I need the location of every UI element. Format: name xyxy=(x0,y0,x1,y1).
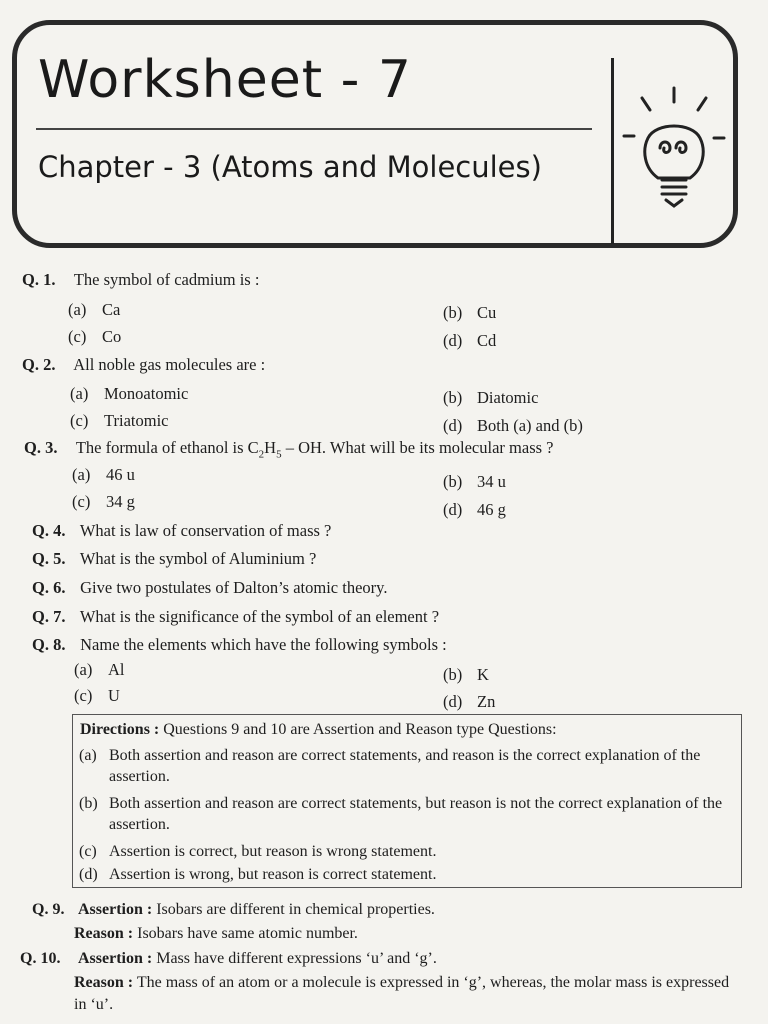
lightbulb-icon xyxy=(622,86,726,216)
question-6 xyxy=(32,578,387,598)
question-5 xyxy=(32,549,316,569)
q2-option-b: (b) Diatomic xyxy=(443,388,539,407)
header-vertical-divider xyxy=(611,58,614,244)
q1-option-b: (b) Cu xyxy=(443,303,497,322)
question-number: Q. 9. xyxy=(32,901,65,918)
question-text: The symbol of cadmium is : xyxy=(73,270,260,289)
question-number: Q. 7. xyxy=(32,607,66,626)
question-text: Give two postulates of Dalton’s atomic theory. xyxy=(80,578,388,597)
question-number: Q. 10. xyxy=(20,950,61,967)
q8-option-c: (c) U xyxy=(74,686,120,705)
question-9-reason: Reason : Isobars have same atomic number. xyxy=(74,925,358,942)
question-8 xyxy=(32,635,447,655)
q8-option-b: (b) K xyxy=(443,665,489,684)
q8-option-a: (a) Al xyxy=(74,660,125,679)
directions-heading: Directions : Questions 9 and 10 are Assertion and Reason type Questions: xyxy=(80,721,557,738)
question-text: The formula of ethanol is $C_2H_5$ – OH. What will be its molecular mass ? xyxy=(75,438,554,461)
question-text: What is law of conservation of mass ? xyxy=(79,521,332,540)
question-1 xyxy=(22,270,259,290)
question-text: All noble gas molecules are : xyxy=(73,355,266,374)
question-number: Q. 1. xyxy=(22,270,56,289)
question-text: What is the significance of the symbol of an element ? xyxy=(79,607,440,626)
question-number: Q. 5. xyxy=(32,549,66,568)
q8-option-d: (d) Zn xyxy=(443,692,496,711)
q2-option-a: (a) Monoatomic xyxy=(70,384,189,403)
question-10-assertion: Q. 10. Assertion : Mass have different expressions ‘u’ and ‘g’. xyxy=(20,950,437,967)
question-number: Q. 3. xyxy=(24,438,58,457)
direction-item-b: (b) Both assertion and reason are correct statements, but reason is not the correct explanation of the assertion. xyxy=(79,795,723,833)
question-number: Q. 8. xyxy=(32,635,66,654)
question-number: Q. 2. xyxy=(22,355,56,374)
title-divider xyxy=(36,128,592,130)
question-9-assertion: Q. 9. Assertion : Isobars are different in chemical properties. xyxy=(32,901,435,918)
q3-option-a: (a) 46 u xyxy=(72,465,135,484)
q2-option-c: (c) Triatomic xyxy=(70,411,169,430)
question-2 xyxy=(22,355,265,375)
q2-option-d: (d) Both (a) and (b) xyxy=(443,416,583,435)
q3-option-b: (b) 34 u xyxy=(443,472,506,491)
question-7 xyxy=(32,607,439,627)
q1-option-d: (d) Cd xyxy=(443,331,497,350)
direction-item-d: (d) Assertion is wrong, but reason is correct statement. xyxy=(79,866,437,883)
chapter-title: Chapter - 3 (Atoms and Molecules) xyxy=(38,150,542,184)
question-number: Q. 4. xyxy=(32,521,66,540)
direction-item-c: (c) Assertion is correct, but reason is wrong statement. xyxy=(79,843,437,860)
q1-option-a: (a) Ca xyxy=(68,300,121,319)
q1-option-c: (c) Co xyxy=(68,327,122,346)
question-text: Name the elements which have the following symbols : xyxy=(80,635,447,654)
q3-option-d: (d) 46 g xyxy=(443,500,506,519)
q3-option-c: (c) 34 g xyxy=(72,492,135,511)
worksheet-title: Worksheet - 7 xyxy=(38,50,413,110)
question-number: Q. 6. xyxy=(32,578,66,597)
question-4 xyxy=(32,521,331,541)
question-3 xyxy=(24,438,553,460)
question-text: What is the symbol of Aluminium ? xyxy=(79,549,317,568)
direction-item-a: (a) Both assertion and reason are correct statements, and reason is the correct explanation of the assertion. xyxy=(79,747,701,785)
question-10-reason: Reason : The mass of an atom or a molecule is expressed in ‘g’, whereas, the molar mass is expressed in ‘u’. xyxy=(74,974,730,1013)
